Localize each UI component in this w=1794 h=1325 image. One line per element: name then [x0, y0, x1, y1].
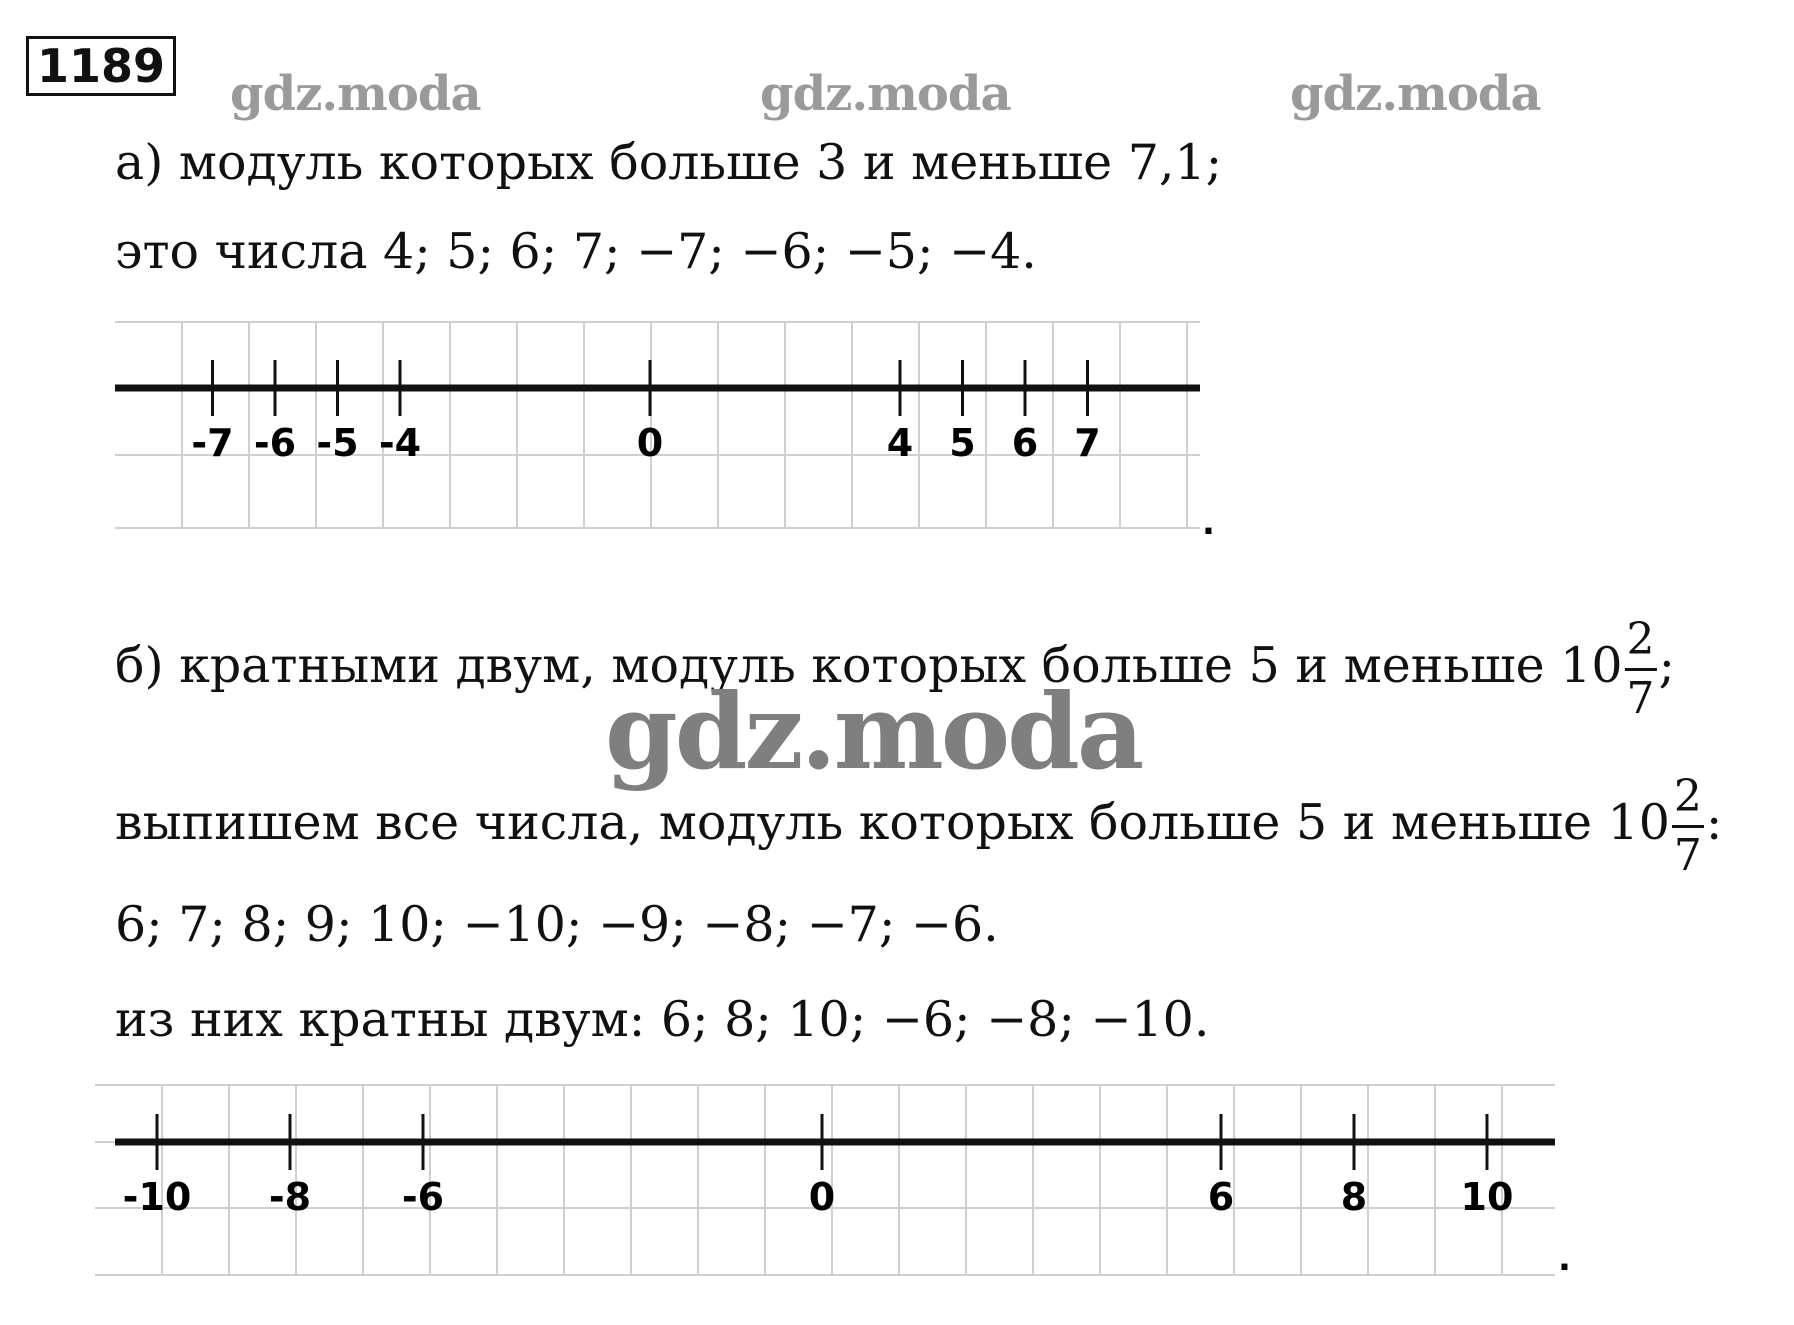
task-number: 1189 — [26, 36, 176, 96]
number-line-a-tick-label: -7 — [191, 421, 234, 465]
part-b-list-intro — [115, 771, 1723, 881]
number-line-b-tick-label: 10 — [1460, 1175, 1514, 1219]
part-b-list-intro-text: выпишем все числа, модуль которых больше 5 и меньше 10 — [115, 794, 1670, 851]
end-mark-b: . — [1558, 1239, 1571, 1279]
number-line-b-tick-label: -6 — [401, 1175, 445, 1219]
number-line-a-tick-label: 0 — [636, 421, 664, 465]
part-b-condition-text: б) кратными двум, модуль которых больше 5 и меньше 10 — [115, 637, 1623, 694]
part-b-numbers: 6; 7; 8; 9; 10; −10; −9; −8; −7; −6. — [115, 896, 999, 953]
fraction-bar — [1672, 825, 1704, 828]
number-line-a-tick-label: -5 — [316, 421, 359, 465]
end-mark-a: . — [1202, 503, 1215, 543]
number-line-a-tick-label: 7 — [1074, 421, 1101, 465]
watermark-large: gdz.moda — [605, 670, 1142, 793]
watermark: gdz.moda — [760, 66, 1011, 122]
fraction-denominator: 7 — [1673, 830, 1702, 881]
number-line-b-tick-label: 6 — [1207, 1175, 1235, 1219]
fraction-numerator: 2 — [1673, 771, 1702, 822]
fraction-bar — [1625, 668, 1657, 671]
fraction — [1672, 771, 1704, 881]
number-line-a-tick-label: 6 — [1011, 421, 1039, 465]
part-a-condition: а) модуль которых больше 3 и меньше 7,1; — [115, 134, 1223, 191]
number-line-a-tick-label: 4 — [886, 421, 914, 465]
number-line-a-tick-label: -4 — [378, 421, 422, 465]
fraction — [1625, 614, 1657, 724]
number-line-a-tick-label: 5 — [949, 421, 976, 465]
fraction-denominator: 7 — [1626, 673, 1655, 724]
ticks-b — [123, 1114, 1514, 1219]
part-b-condition-suffix: ; — [1658, 637, 1676, 694]
ticks-a — [191, 360, 1100, 465]
part-a-answer: это числа 4; 5; 6; 7; −7; −6; −5; −4. — [115, 223, 1037, 280]
number-line-b-tick-label: -8 — [268, 1175, 312, 1219]
fraction-numerator: 2 — [1626, 614, 1655, 665]
part-b-answer: из них кратны двум: 6; 8; 10; −6; −8; −10. — [115, 991, 1210, 1048]
number-line-b-tick-label: -10 — [122, 1175, 192, 1219]
number-line-b-tick-label: 0 — [808, 1175, 836, 1219]
number-line-a-tick-label: -6 — [253, 421, 297, 465]
watermark: gdz.moda — [230, 66, 481, 122]
number-line-b-tick-label: 8 — [1340, 1175, 1368, 1219]
watermark: gdz.moda — [1290, 66, 1541, 122]
part-b-list-intro-suffix: : — [1705, 794, 1723, 851]
